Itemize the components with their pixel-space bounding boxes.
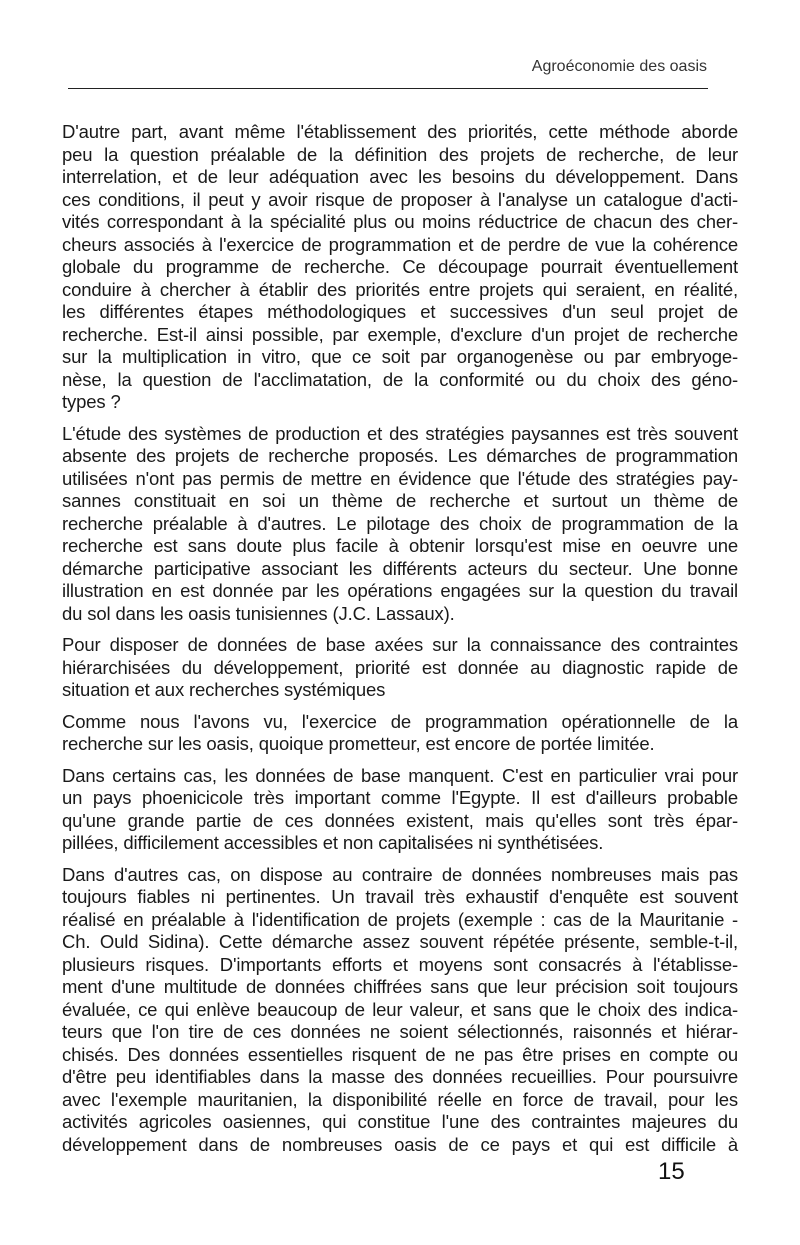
text-line: les différentes étapes méthodologiques et successives d'un seul projet de <box>62 301 738 322</box>
text-line: interrelation, et de leur adéquation avec les besoins du développement. Dans <box>62 166 738 187</box>
text-line: sur la multiplication in vitro, que ce soit par organogenèse ou par embryoge- <box>62 346 738 367</box>
text-line: absente des projets de recherche proposés. Les démarches de programmation <box>62 445 738 466</box>
text-line: sannes constituait en soi un thème de recherche et surtout un thème de <box>62 490 738 511</box>
text-line: chisés. Des données essentielles risquent de ne pas être prises en compte ou <box>62 1043 738 1065</box>
text-line: avec l'exemple mauritanien, la disponibilité réelle en force de travail, pour les <box>62 1088 738 1110</box>
text-line: situation et aux recherches systémiques <box>62 679 386 700</box>
text-line: recherche sur les oasis, quoique prometteur, est encore de portée limitée. <box>62 733 655 754</box>
text-line: d'être peu identifiables dans la masse des données recueillies. Pour poursuivre <box>62 1066 738 1087</box>
text-line: réalisé en préalable à l'identification de projets (exemple : cas de la Mauritanie - <box>62 908 738 930</box>
text-line: démarche participative associant les différents acteurs du secteur. Une bonne <box>62 557 738 579</box>
page-number: 15 <box>658 1158 685 1185</box>
text-line: globale du programme de recherche. Ce découpage pourrait éventuellement <box>62 256 738 277</box>
text-line: Comme nous l'avons vu, l'exercice de programmation opérationnelle de la <box>62 710 738 732</box>
text-line: nèse, la question de l'acclimatation, de la conformité ou du choix des géno- <box>62 368 738 390</box>
text-line: recherche. Est-il ainsi possible, par exemple, d'exclure d'un projet de recherche <box>62 323 738 345</box>
text-line: toujours fiables ni pertinentes. Un travail très exhaustif d'enquête est souvent <box>62 886 738 907</box>
text-line: Ch. Ould Sidina). Cette démarche assez souvent répétée présente, semble-t-il, <box>62 931 738 952</box>
paragraph <box>62 765 738 855</box>
text-line: cheurs associés à l'exercice de programmation et de perdre de vue la cohérence <box>62 233 738 255</box>
paragraph <box>62 423 738 626</box>
text-line: conduire à chercher à établir des priorités entre projets qui seraient, en réalité, <box>62 278 738 300</box>
text-line: recherche est sans doute plus facile à obtenir lorsqu'est mise en oeuvre une <box>62 535 738 556</box>
text-line: Pour disposer de données de base axées sur la connaissance des contraintes <box>62 634 738 655</box>
text-line: Dans certains cas, les données de base manquent. C'est en particulier vrai pour <box>62 764 738 786</box>
text-line: qu'une grande partie de ces données existent, mais qu'elles sont très épar- <box>62 809 738 831</box>
text-line: ment d'une multitude de données chiffrées sans que leur précision soit toujours <box>62 976 738 997</box>
text-line: évaluée, ce qui enlève beaucoup de leur valeur, et sans que le choix des indica- <box>62 998 738 1020</box>
text-line: pillées, difficilement accessibles et non capitalisées ni synthétisées. <box>62 832 604 853</box>
text-line: plusieurs risques. D'importants efforts et moyens sont consacrés à l'établisse- <box>62 953 738 975</box>
text-line: développement dans de nombreuses oasis de ce pays et qui est difficile à <box>62 1133 738 1155</box>
header-rule <box>68 88 708 89</box>
text-line: vités correspondant à la spécialité plus ou moins réductrice de chacun des cher- <box>62 211 738 232</box>
text-line: Dans d'autres cas, on dispose au contraire de données nombreuses mais pas <box>62 863 738 885</box>
paragraph <box>62 121 738 414</box>
text-line: activités agricoles oasiennes, qui constitue l'une des contraintes majeures du <box>62 1111 738 1132</box>
text-line: du sol dans les oasis tunisiennes (J.C. Lassaux). <box>62 602 455 624</box>
body-text <box>62 121 738 1165</box>
text-line: hiérarchisées du développement, priorité est donnée au diagnostic rapide de <box>62 656 738 678</box>
paragraph <box>62 864 738 1157</box>
text-line: un pays phoenicicole très important comme l'Egypte. Il est d'ailleurs probable <box>62 787 738 808</box>
paragraph <box>62 634 738 702</box>
text-line: peu la question préalable de la définition des projets de recherche, de leur <box>62 143 738 165</box>
text-line: ces conditions, il peut y avoir risque de proposer à l'analyse un catalogue d'acti- <box>62 188 738 210</box>
text-line: teurs que l'on tire de ces données ne soient sélectionnés, raisonnés et hiérar- <box>62 1021 738 1042</box>
text-line: recherche préalable à d'autres. Le pilotage des choix de programmation de la <box>62 512 738 534</box>
text-line: illustration en est donnée par les opérations engagées sur la question du travail <box>62 580 738 601</box>
paragraph <box>62 711 738 756</box>
running-header: Agroéconomie des oasis <box>531 58 707 75</box>
text-line: D'autre part, avant même l'établissement des priorités, cette méthode aborde <box>62 121 738 142</box>
text-line: utilisées n'ont pas permis de mettre en évidence que l'étude des stratégies pay- <box>62 467 738 489</box>
text-line: L'étude des systèmes de production et des stratégies paysannes est très souvent <box>62 422 738 444</box>
text-line: types ? <box>62 391 121 412</box>
